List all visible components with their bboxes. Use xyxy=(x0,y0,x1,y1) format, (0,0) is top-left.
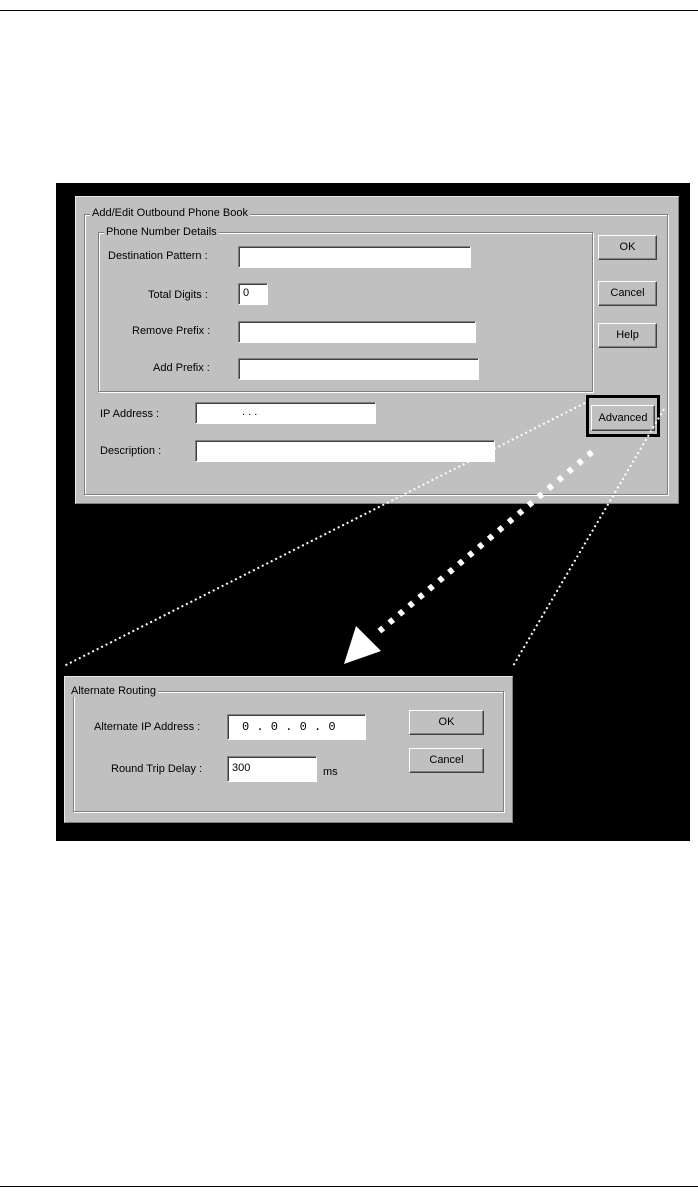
ip-address-input[interactable]: . . . xyxy=(195,402,376,424)
callout-line-left xyxy=(64,403,585,666)
alternate-ip-address-input[interactable]: 0 . 0 . 0 . 0 xyxy=(227,714,366,740)
ip-address-label: IP Address : xyxy=(100,408,160,420)
round-trip-delay-unit: ms xyxy=(323,766,338,778)
destination-pattern-label: Destination Pattern : xyxy=(108,250,208,262)
remove-prefix-label: Remove Prefix : xyxy=(132,325,211,337)
total-digits-label: Total Digits : xyxy=(148,289,208,301)
alternate-routing-group-title: Alternate Routing xyxy=(71,685,156,697)
total-digits-input[interactable]: 0 xyxy=(238,283,268,305)
alternate-cancel-button[interactable]: Cancel xyxy=(409,748,484,773)
advanced-button[interactable]: Advanced xyxy=(591,405,655,431)
add-prefix-label: Add Prefix : xyxy=(153,362,210,374)
round-trip-delay-input[interactable]: 300 xyxy=(227,756,317,782)
description-label: Description : xyxy=(100,445,162,457)
phone-number-details-group-title: Phone Number Details xyxy=(106,226,217,238)
callout-arrow-shaft xyxy=(376,452,592,634)
alternate-ip-address-label: Alternate IP Address : xyxy=(94,721,201,733)
alternate-routing-dialog xyxy=(64,676,513,823)
callout-arrow-head xyxy=(344,626,381,664)
round-trip-delay-label: Round Trip Delay : xyxy=(111,763,203,775)
callout-line-right xyxy=(513,409,664,666)
help-button[interactable]: Help xyxy=(598,323,657,348)
cancel-button[interactable]: Cancel xyxy=(598,281,657,306)
alternate-ok-button[interactable]: OK xyxy=(409,710,484,735)
outbound-phone-book-group-title: Add/Edit Outbound Phone Book xyxy=(92,207,248,219)
ok-button[interactable]: OK xyxy=(598,235,657,260)
